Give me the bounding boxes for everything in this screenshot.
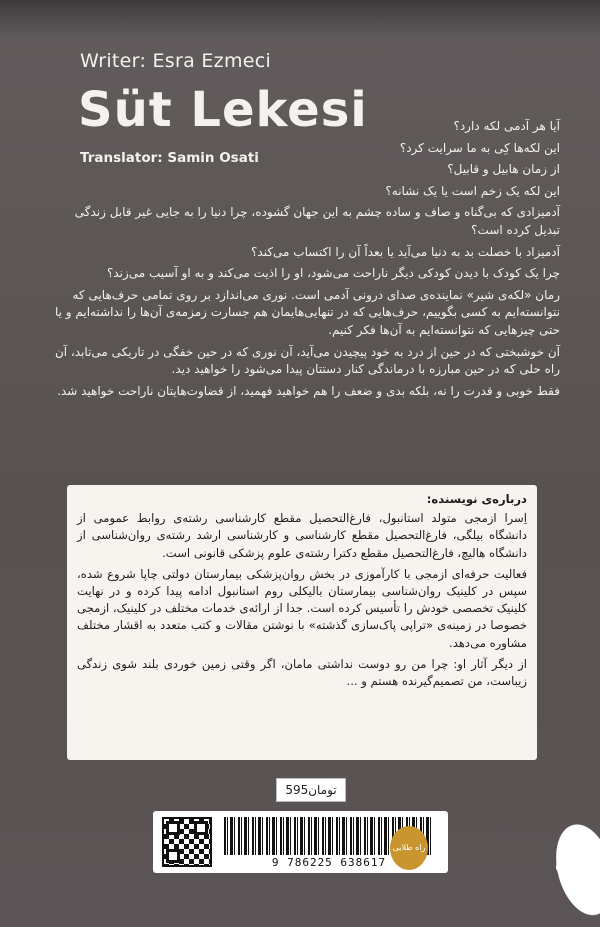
qr-code-icon: [162, 817, 212, 867]
translator-credit: Translator: Samin Osati: [80, 150, 259, 166]
blurb-question: آیا هر آدمی لکه دارد؟: [453, 119, 560, 133]
about-author-heading: درباره‌ی نویسنده:: [426, 492, 527, 506]
isbn-number: 9 786225 638617: [271, 856, 387, 869]
milk-drop-decoration: [556, 860, 570, 874]
publisher-logo: راه طلایی: [390, 826, 428, 870]
book-title: Süt Lekesi: [78, 82, 368, 138]
qr-finder-icon: [166, 821, 180, 835]
blurb-paragraph: رمان «لکه‌ی شیر» نماینده‌ی صدای درونی آدمی است. نوری می‌اندازد بر روی تمامی حرف‌هایی که نتوانسته‌ایم به کسی بگوییم، حرف‌هایی که در تنهایی‌هایمان هم جسارت زمزمه‌ی آن‌ها را نداشته‌ایم و یا حتی چیزهایی که نتوانسته‌ایم به آن‌ها فکر کنیم.: [54, 287, 560, 337]
blurb-paragraph: آدمیزادی که بی‌گناه و صاف و ساده چشم به این جهان گشوده، چرا دنیا را به جایی غیر قابل زندگی تبدیل کرده است؟: [74, 205, 560, 237]
back-cover-blurb: [50, 118, 560, 404]
qr-finder-icon: [166, 849, 180, 863]
blurb-question: این لکه‌ها کِی به ما سرایت کرد؟: [399, 140, 560, 155]
blurb-paragraph: چرا یک کودک با دیدن کودکی دیگر ناراحت می‌شود، او را اذیت می‌کند و به او آسیب می‌زند؟: [106, 266, 560, 281]
about-author-paragraph: از دیگر آثار او: چرا من رو دوست نداشتی مامان، اگر وقتی زمین خوردی بلند شوی زندگی زیباست، من تصمیم‌گیرنده هستم و ...: [77, 656, 527, 689]
writer-credit: Writer: Esra Ezmeci: [80, 50, 272, 72]
blurb-paragraph: فقط خوبی و قدرت را نه، بلکه بدی و ضعف را هم خواهید فهمید، از قضاوت‌هایتان ناراحت خواهید شد.: [57, 383, 560, 398]
price-sticker: 595تومان: [276, 778, 346, 802]
blurb-paragraph: آدمیزاد با خصلت بد به دنیا می‌آید یا بعداً آن را اکتساب می‌کند؟: [251, 244, 560, 259]
blurb-question: از زمان هابیل و قابیل؟: [447, 162, 560, 177]
about-author-paragraph: اِسرا ازمجی متولد استانبول، فارغ‌التحصیل مقطع کارشناسی رشته‌ی روابط عمومی از دانشگاه بیلگی، فارغ‌التحصیل مقطع کارشناسی و کارشناسی ارشد رشته‌ی روان‌شناسی از دانشگاه هالیچ، فارغ‌التحصیل مقطع دکترا رشته‌ی علوم پزشکی قانونی است.: [77, 511, 527, 560]
blurb-paragraph: آن خوشبختی که در حین از درد به خود پیچیدن می‌آید، آن نوری که در حین خفگی در تاریکی می‌تابد، آن راه حلی که در حین مبارزه با درماندگی کنار دستتان پیدا می‌شود را خواهید دید.: [54, 344, 560, 377]
qr-finder-icon: [194, 821, 208, 835]
about-author-box: [67, 485, 537, 760]
about-author-paragraph: فعالیت حرفه‌ای ازمجی با کارآموزی در بخش روان‌پزشکی بیمارستان دولتی چاپا شروع شده، سپس در کلینیک روان‌شناسی بیمارستان بالیکلی روم استانبول ادامه پیدا کرده و در نهایت کلینیک تخصصی خودش را تأسیس کرده است. جدا از ارائه‌ی خدمات مختلف در کلینیک، ازمجی خصوصا در زمینه‌ی «تراپی پاک‌سازی گذشته» با نوشتن مقالات و کتب متعدد به اقشار مختلف مشاوره می‌دهد.: [77, 566, 527, 650]
blurb-question: این لکه یک زخم است یا یک نشانه؟: [385, 183, 560, 198]
